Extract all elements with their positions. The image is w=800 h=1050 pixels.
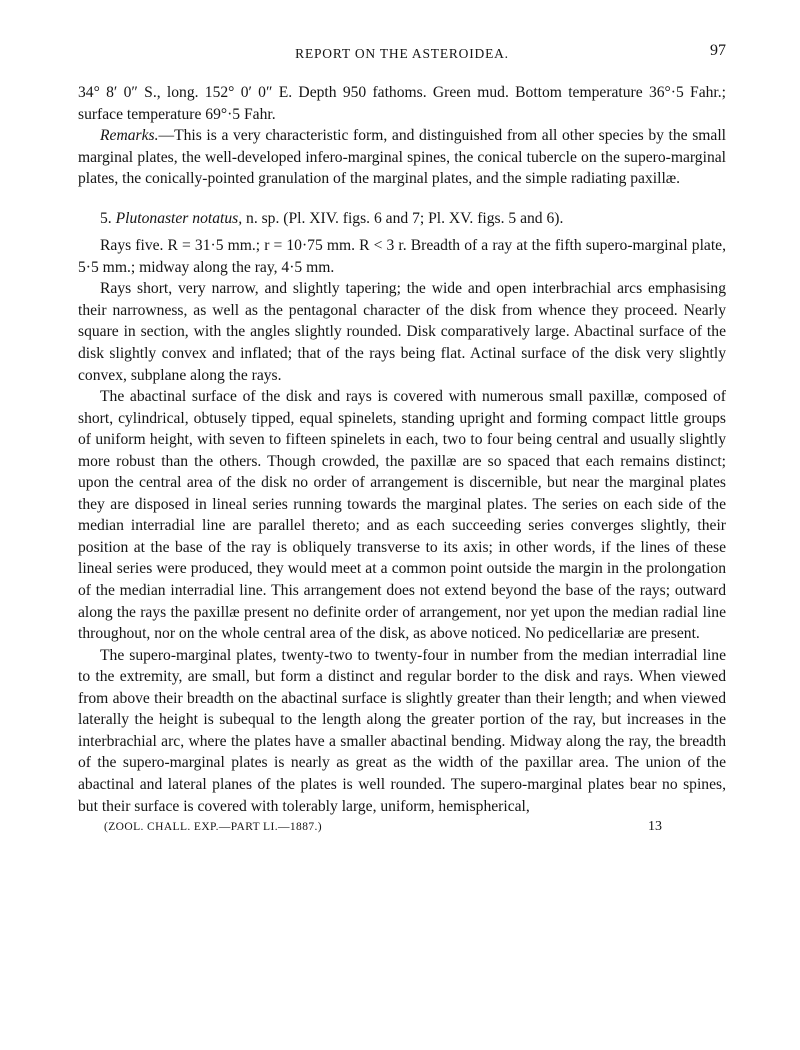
remarks-label: Remarks. (100, 127, 159, 145)
document-page (78, 40, 726, 839)
rays-paragraph: Rays short, very narrow, and slightly tapering; the wide and open interbrachial arcs emphasising their narrowness, as well as the pentagonal character of the disk from whence they proceed. Nearly square in section, with the angles slightly rounded. Disk comparatively large. Abactinal surface of the disk slightly convex and inflated; that of the rays being flat. Actinal surface of the disk very slightly convex, subplane along the rays. (78, 280, 726, 384)
station-paragraph: 34° 8′ 0″ S., long. 152° 0′ 0″ E. Depth 950 fathoms. Green mud. Bottom temperature 36°·5 Fahr.; surface temperature 69°·5 Fahr. (78, 84, 726, 123)
body-text (78, 82, 726, 817)
signature-mark: 13 (648, 819, 662, 835)
supero-marginal-paragraph: The supero-marginal plates, twenty-two to twenty-four in number from the median interradial line to the extremity, are small, but form a distinct and regular border to the disk and rays. When viewed from above their breadth on the abactinal surface is slightly greater than their length; and when viewed laterally the height is subequal to the length along the greater portion of the ray, but increases in the interbrachial arc, where the plates have a smaller abactinal bending. Midway along the ray, the breadth of the supero-marginal plates is nearly as great as the width of the paxillar area. The union of the abactinal and lateral planes of the plates is well rounded. The supero-marginal plates bear no spines, but their surface is covered with tolerably large, uniform, hemispherical, (78, 646, 726, 815)
abactinal-paragraph: The abactinal surface of the disk and rays is covered with numerous small paxillæ, composed of short, cylindrical, obtusely tipped, equal spinelets, standing upright and forming compact little groups of uniform height, with seven to fifteen spinelets in each, two to four being central and usually slightly more robust than the others. Though crowded, the paxillæ are so spaced that each remains distinct; upon the central area of the disk no order of arrangement is discernible, but near the marginal plates they are disposed in lineal series running towards the marginal plates. The series on each side of the median interradial line are parallel thereto; and as each succeeding series converges slightly, their position at the base of the ray is obliquely transverse to its axis; in other words, if the lines of these lineal series were produced, they would meet at a common point outside the margin in the prolongation of the median interradial line. This arrangement does not extend beyond the base of the rays; outward along the rays the paxillæ present no definite order of arrangement, nor yet upon the median radial line throughout, nor on the whole central area of the disk, as above noticed. No pedicellariæ are present. (78, 388, 726, 643)
species-number: 5. (100, 209, 112, 227)
species-heading (78, 208, 726, 230)
measurements-paragraph: Rays five. R = 31·5 mm.; r = 10·75 mm. R < 3 r. Breadth of a ray at the fifth supero-marginal plate, 5·5 mm.; midway along the ray, 4·5 mm. (78, 237, 726, 276)
page-footer (78, 819, 726, 839)
remarks-paragraph (78, 125, 726, 190)
species-name: Plutonaster notatus, (115, 209, 243, 227)
running-head (78, 40, 726, 64)
remarks-text: —This is a very characteristic form, and distinguished from all other species by the small marginal plates, the well-developed infero-marginal spines, the conical tubercle on the supero-marginal plates, the conically-pointed granulation of the marginal plates, and the simple radiating paxillæ. (78, 127, 726, 188)
running-title: REPORT ON THE ASTEROIDEA. (295, 46, 509, 61)
page-number: 97 (710, 42, 726, 59)
footer-note: (ZOOL. CHALL. EXP.—PART LI.—1887.) (104, 821, 322, 834)
species-reference: n. sp. (Pl. XIV. figs. 6 and 7; Pl. XV. figs. 5 and 6). (246, 209, 564, 227)
